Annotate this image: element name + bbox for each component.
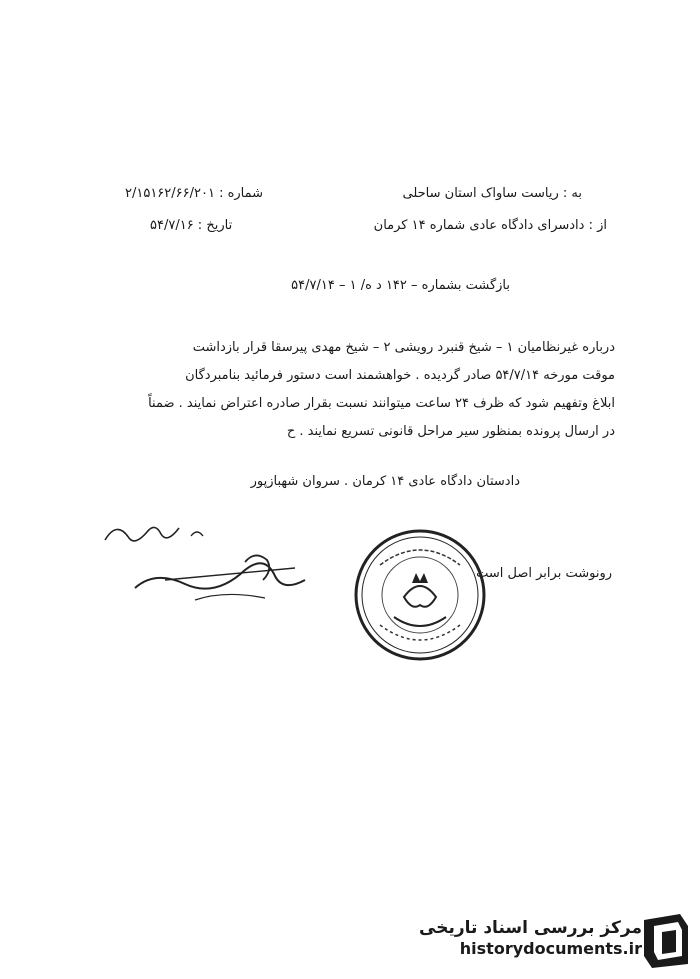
- archive-footer: [419, 918, 642, 960]
- recipient-line: به : ریاست ساواک استان ساحلی: [402, 186, 582, 201]
- body-line: موقت مورخه ۵۴/۷/۱۴ صادر گردیده . خواهشمند است دستور فرمائید بنامبردگان: [185, 368, 615, 383]
- letter-date: تاریخ : ۵۴/۷/۱۶: [150, 218, 233, 233]
- reference-line: بازگشت بشماره – ۱۴۲ د ه/ ۱ – ۵۴/۷/۱۴: [291, 278, 510, 293]
- body-line: درباره غیرنظامیان ۱ – شیخ قنبرد رویشی ۲ – شیخ مهدی پیرسقا قرار بازداشت: [192, 340, 615, 355]
- body-line: ابلاغ وتفهیم شود که ظرف ۲۴ ساعت میتوانند نسبت بقرار صادره اعتراض نمایند . ضمناً: [148, 396, 615, 411]
- sender-line: از : دادسرای دادگاه عادی شماره ۱۴ کرمان: [373, 218, 607, 233]
- official-seal-stamp: [350, 525, 490, 665]
- body-line: در ارسال پرونده بمنظور سیر مراحل قانونی تسریع نمایند . ح: [286, 424, 615, 439]
- archive-website: historydocuments.ir: [459, 939, 642, 958]
- cc-note: رونوشت برابر اصل است: [476, 566, 612, 581]
- handwritten-signature: [95, 510, 325, 620]
- letter-number: شماره : ۲/۱۵۱۶۲/۶۶/۲۰۱: [125, 186, 264, 201]
- signatory-line: دادستان دادگاه عادی ۱۴ کرمان . سروان شهبازپور: [250, 474, 520, 489]
- archive-logo-icon: [640, 912, 692, 970]
- archive-org-name: مرکز بررسی اسناد تاریخی: [419, 918, 642, 938]
